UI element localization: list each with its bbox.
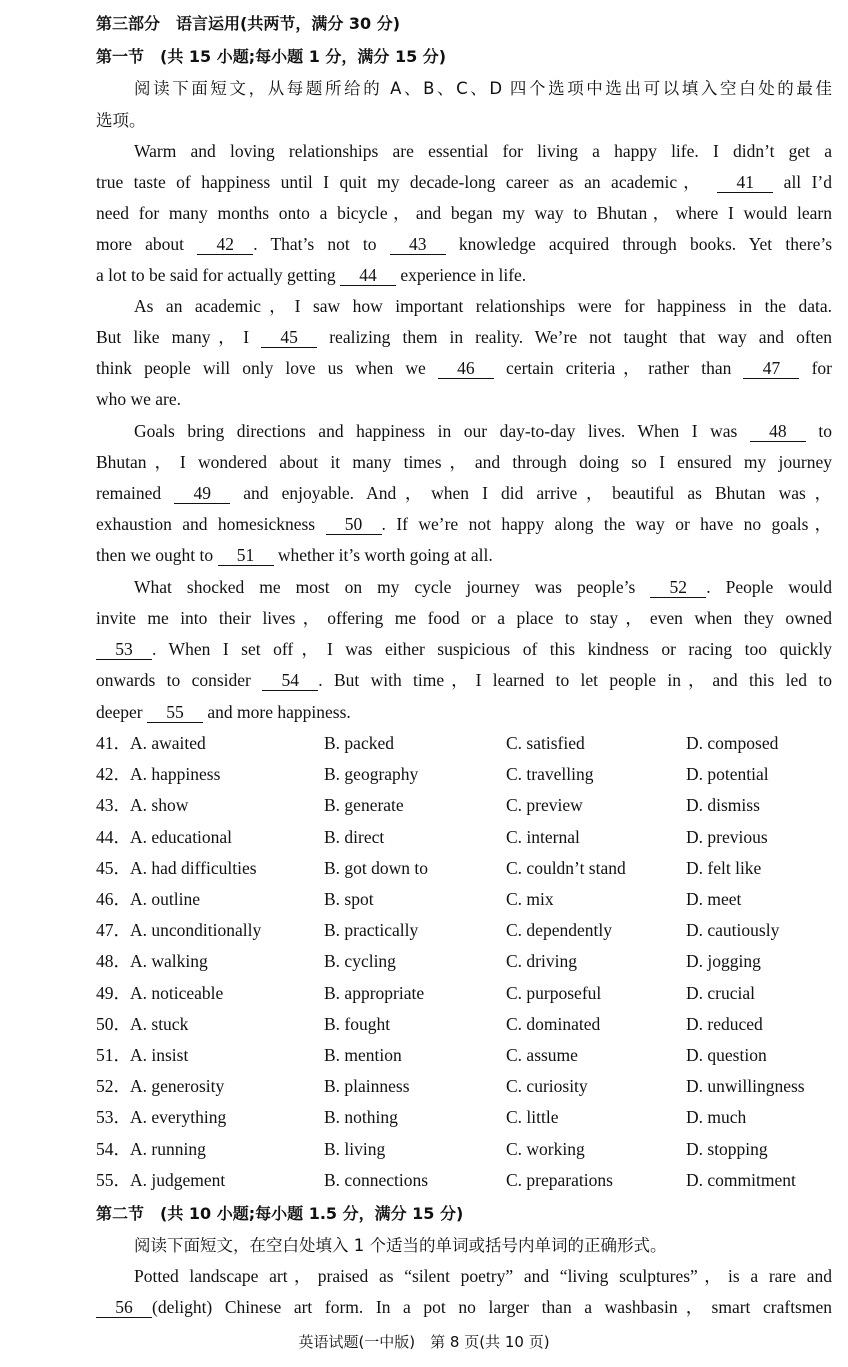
text-run: then we ought to (96, 545, 214, 565)
option-d: D. reduced (686, 1013, 763, 1034)
text-run: exhaustion and homesickness (96, 514, 316, 534)
option-b: B. nothing (324, 1107, 398, 1128)
text-run: certain criteria，rather than (506, 358, 732, 378)
text-run: Goals bring directions and happiness in our day-to-day lives. When I was (134, 421, 738, 441)
option-d: D. much (686, 1107, 747, 1128)
question-number: 46． (96, 889, 131, 909)
blank-43: 43 (390, 234, 446, 255)
text-run: all I’d (783, 172, 833, 192)
option-b: B. mention (324, 1045, 402, 1065)
question-number: 50． (96, 1013, 131, 1034)
option-b: B. got down to (324, 857, 429, 878)
option-a: A. happiness (130, 764, 221, 785)
option-a: A. unconditionally (130, 920, 262, 941)
text-run: and enjoyable. And，when I did arrive，beautiful as Bhutan was， (243, 483, 833, 503)
option-row (96, 1102, 832, 1133)
section1-instruction: 阅读下面短文，从每题所给的 A、B、C、D 四个选项中选出可以填入空白处的最佳 (134, 79, 832, 98)
text-run: true taste of happiness until I quit my decade-long career as an academic， (96, 172, 707, 192)
blank-50: 50 (326, 514, 382, 535)
text-run: knowledge acquired through books. Yet there’s (458, 234, 833, 254)
blank-44: 44 (340, 265, 396, 286)
option-row (96, 1040, 832, 1071)
passage-line (134, 572, 832, 603)
option-b: B. appropriate (324, 982, 425, 1003)
passage-line (96, 634, 832, 665)
option-d: D. meet (686, 889, 742, 909)
blank-55: 55 (147, 702, 203, 723)
passage-line (96, 229, 832, 260)
option-b: B. packed (324, 733, 394, 753)
option-b: B. generate (324, 795, 404, 816)
text-run: experience in life. (400, 265, 527, 285)
option-a: A. show (130, 795, 189, 816)
question-number: 54． (96, 1138, 131, 1159)
passage-line (96, 665, 832, 696)
option-a: A. generosity (130, 1076, 225, 1097)
text-run: But like many，I (96, 327, 250, 347)
option-d: D. question (686, 1045, 767, 1065)
option-d: D. potential (686, 764, 769, 785)
option-b: B. practically (324, 920, 419, 941)
question-number: 51． (96, 1045, 131, 1065)
text-run: whether it’s worth going at all. (277, 545, 493, 565)
option-row (96, 1009, 832, 1040)
option-d: D. dismiss (686, 795, 760, 816)
option-row (96, 790, 832, 821)
option-d: D. felt like (686, 857, 762, 878)
passage-line (96, 1292, 832, 1323)
text-run: and more happiness. (207, 702, 351, 722)
question-number: 49． (96, 982, 131, 1003)
blank-41: 41 (717, 172, 773, 193)
passage-line (96, 260, 832, 291)
blank-45: 45 (261, 327, 317, 348)
option-d: D. previous (686, 826, 768, 847)
blank-56: 56 (96, 1297, 152, 1318)
passage-line: Warm and loving relationships are essential for living a happy life. I didn’t get a (134, 141, 832, 161)
option-c: C. mix (506, 889, 554, 909)
blank-53: 53 (96, 639, 152, 660)
passage-line (96, 540, 832, 571)
option-d: D. stopping (686, 1138, 768, 1159)
question-number: 53． (96, 1107, 131, 1128)
passage-line: Bhutan，I wondered about it many times，and through doing so I ensured my journey (96, 452, 832, 472)
option-c: C. little (506, 1107, 559, 1128)
blank-46: 46 (438, 358, 494, 379)
blank-42: 42 (197, 234, 253, 255)
passage-line (96, 167, 832, 198)
option-d: D. commitment (686, 1169, 796, 1190)
question-number: 45． (96, 857, 131, 878)
option-c: C. purposeful (506, 982, 602, 1003)
option-c: C. driving (506, 951, 577, 972)
passage-line: who we are. (96, 389, 182, 409)
option-row (96, 822, 832, 853)
text-run: for (811, 358, 833, 378)
option-row (96, 915, 832, 946)
option-row (96, 978, 832, 1009)
question-number: 47． (96, 920, 131, 941)
question-number: 52． (96, 1076, 131, 1097)
option-row (96, 1134, 832, 1165)
text-run: think people will only love us when we (96, 358, 426, 378)
option-row (96, 1071, 832, 1102)
text-run: . But with time，I learned to let people in，and this led to (318, 670, 832, 690)
text-run: What shocked me most on my cycle journey was people’s (134, 577, 636, 597)
passage-line: Potted landscape art，praised as “silent poetry” and “living sculptures”，is a rare and (134, 1266, 832, 1286)
passage-line: need for many months onto a bicycle，and began my way to Bhutan，where I would learn (96, 203, 832, 223)
text-run: remained (96, 483, 162, 503)
option-a: A. judgement (130, 1169, 226, 1190)
text-run: more about (96, 234, 185, 254)
question-number: 41． (96, 733, 131, 753)
text-run: . When I set off，I was either suspicious of this kindness or racing too quickly (152, 639, 832, 659)
option-c: C. dominated (506, 1013, 601, 1034)
question-number: 44． (96, 826, 131, 847)
question-number: 48． (96, 951, 131, 972)
option-a: A. noticeable (130, 982, 224, 1003)
option-b: B. connections (324, 1169, 429, 1190)
text-run: . People would (706, 577, 832, 597)
section1-title: 第一节 (共 15 小题;每小题 1 分，满分 15 分) (96, 47, 447, 66)
option-b: B. geography (324, 764, 419, 785)
option-c: C. dependently (506, 920, 612, 941)
blank-54: 54 (262, 670, 318, 691)
blank-48: 48 (750, 421, 806, 442)
passage-line: invite me into their lives，offering me food or a place to stay，even when they owned (96, 608, 832, 628)
option-a: A. running (130, 1138, 206, 1159)
passage-line (134, 416, 832, 447)
passage-line (96, 322, 832, 353)
option-a: A. walking (130, 951, 208, 972)
section1-instruction-cont: 选项。 (96, 111, 146, 130)
option-a: A. everything (130, 1107, 227, 1128)
option-c: C. preview (506, 795, 583, 816)
option-row (96, 728, 832, 759)
option-b: B. cycling (324, 951, 396, 972)
option-a: A. awaited (130, 733, 206, 753)
blank-47: 47 (743, 358, 799, 379)
option-row (96, 1165, 832, 1196)
text-run: to (818, 421, 833, 441)
option-row (96, 853, 832, 884)
option-d: D. cautiously (686, 920, 780, 941)
blank-51: 51 (218, 545, 274, 566)
option-c: C. internal (506, 826, 580, 847)
option-c: C. preparations (506, 1169, 613, 1190)
option-row (96, 946, 832, 977)
option-c: C. couldn’t stand (506, 857, 626, 878)
option-row (96, 759, 832, 790)
option-b: B. spot (324, 889, 374, 909)
question-number: 43． (96, 795, 131, 816)
option-b: B. fought (324, 1013, 391, 1034)
text-run: a lot to be said for actually getting (96, 265, 336, 285)
page-footer: 英语试题(一中版) 第 8 页(共 10 页) (298, 1333, 550, 1351)
part-title: 第三部分 语言运用(共两节，满分 30 分) (96, 14, 401, 33)
text-run: . That’s not to (253, 234, 377, 254)
option-c: C. working (506, 1138, 585, 1159)
blank-49: 49 (174, 483, 230, 504)
option-d: D. unwillingness (686, 1076, 805, 1097)
text-run: deeper (96, 702, 143, 722)
passage-line (96, 478, 832, 509)
option-a: A. outline (130, 889, 200, 909)
option-d: D. crucial (686, 982, 755, 1003)
option-a: A. had difficulties (130, 857, 257, 878)
option-d: D. composed (686, 733, 779, 753)
text-run: . If we’re not happy along the way or have no goals， (381, 514, 832, 534)
text-run: onwards to consider (96, 670, 251, 690)
text-run: realizing them in reality. We’re not taught that way and often (329, 327, 833, 347)
passage-line (96, 509, 832, 540)
option-c: C. travelling (506, 764, 594, 785)
section2-instruction: 阅读下面短文，在空白处填入 1 个适当的单词或括号内单词的正确形式。 (134, 1236, 667, 1255)
option-a: A. insist (130, 1045, 189, 1065)
option-c: C. assume (506, 1045, 578, 1065)
text-run: (delight) Chinese art form. In a pot no larger than a washbasin，smart craftsmen (152, 1297, 832, 1317)
option-c: C. satisfied (506, 733, 585, 753)
option-a: A. educational (130, 826, 233, 847)
blank-52: 52 (650, 577, 706, 598)
option-b: B. plainness (324, 1076, 410, 1097)
option-b: B. direct (324, 826, 385, 847)
passage-line (96, 353, 832, 384)
passage-line (96, 697, 832, 728)
section2-title: 第二节 (共 10 小题;每小题 1.5 分，满分 15 分) (96, 1204, 464, 1223)
option-c: C. curiosity (506, 1076, 588, 1097)
question-number: 55． (96, 1169, 131, 1190)
passage-line: As an academic，I saw how important relationships were for happiness in the data. (134, 296, 832, 316)
option-b: B. living (324, 1138, 386, 1159)
question-number: 42． (96, 764, 131, 785)
option-a: A. stuck (130, 1013, 189, 1034)
option-d: D. jogging (686, 951, 761, 972)
option-row (96, 884, 832, 915)
